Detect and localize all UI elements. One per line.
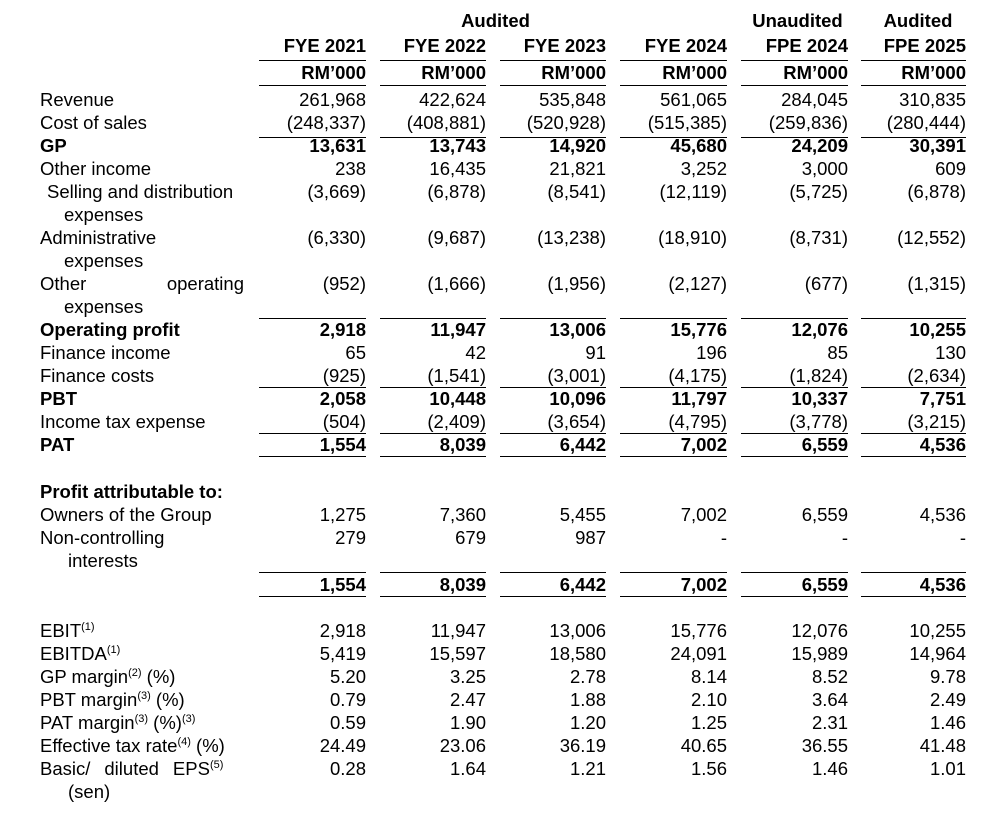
pat-underline-5 [741, 456, 848, 457]
row-selling-and-distribution-value: (6,878) [427, 181, 486, 202]
pat-underline-3 [500, 456, 606, 457]
metric-basic-value: 0.28 [329, 758, 366, 779]
row-income-tax-expense-value: (504) [322, 411, 366, 432]
row-pbt-value: 2,058 [319, 388, 366, 409]
header-group-audited: Audited [461, 10, 530, 31]
pat-underline-1 [259, 456, 366, 457]
row-revenue-value: 561,065 [660, 89, 727, 110]
row-nci-value: 679 [455, 527, 486, 548]
metric-pbt-margin-label [40, 689, 185, 711]
row-owners-value: 7,002 [680, 504, 727, 525]
metric-pat-margin-value: 1.46 [929, 712, 966, 733]
row-other-value: (1,666) [427, 273, 486, 294]
pat-line-4 [620, 433, 727, 434]
row-finance-income-value: 65 [345, 342, 366, 363]
pbt-line-4 [620, 387, 727, 388]
row-income-tax-expense-value: (3,215) [907, 411, 966, 432]
column-header-unit: RM’000 [421, 62, 486, 83]
metric-ebitda-value: 14,964 [909, 643, 966, 664]
header-underline-2 [380, 60, 486, 61]
pat-underline-4 [620, 456, 727, 457]
row-other-value: (952) [322, 273, 366, 294]
row-finance-income-value: 85 [827, 342, 848, 363]
metric-gp-margin-value: 3.25 [449, 666, 486, 687]
row-revenue-value: 310,835 [899, 89, 966, 110]
metric-pat-margin-unit: (%) [148, 712, 182, 733]
header-group-unaudited: Unaudited [752, 10, 843, 31]
row-other-label: Other [40, 273, 87, 294]
metric-ebitda-footnote: (1) [106, 644, 121, 656]
metric-ebitda-value: 18,580 [549, 643, 606, 664]
metric-ebit-value: 2,918 [319, 620, 366, 641]
metric-ebitda-value: 15,597 [429, 643, 486, 664]
row-nci-label: Non-controlling [40, 527, 165, 548]
row-pat-label: PAT [40, 434, 75, 455]
row-finance-costs-value: (925) [322, 365, 366, 386]
metric-effective-tax-rate-value: 36.55 [801, 735, 848, 756]
column-header-unit: RM’000 [541, 62, 606, 83]
pat-line-3 [500, 433, 606, 434]
pbt-line-6 [861, 387, 966, 388]
row-other-income-label: Other income [40, 158, 152, 179]
metric-gp-margin-unit: (%) [141, 666, 176, 687]
metric-basic-value: 1.21 [569, 758, 606, 779]
unit-underline-1 [259, 85, 366, 86]
row-operating-profit-value: 15,776 [670, 319, 727, 340]
attrib-title: Profit attributable to: [40, 481, 223, 502]
row-gp-value: 14,920 [549, 135, 606, 156]
gp-line-5 [741, 137, 848, 138]
unit-underline-5 [741, 85, 848, 86]
row-other-income-value: 609 [935, 158, 966, 179]
metric-pat-margin-footnote: (3) [134, 713, 149, 725]
operating-profit-line-1 [259, 318, 366, 319]
metric-ebitda-value: 24,091 [670, 643, 727, 664]
row-other-value: (677) [804, 273, 848, 294]
metric-gp-margin-value: 2.78 [569, 666, 606, 687]
row-cost-of-sales-value: (259,836) [768, 112, 848, 133]
attrib-total-underline-4 [620, 596, 727, 597]
metric-pat-margin-value: 0.59 [329, 712, 366, 733]
attrib-total-underline-5 [741, 596, 848, 597]
row-attrib-total-value: 1,554 [319, 574, 366, 595]
row-operating-profit-value: 10,255 [909, 319, 966, 340]
unit-underline-4 [620, 85, 727, 86]
row-cost-of-sales-value: (408,881) [406, 112, 486, 133]
column-header-period: FYE 2022 [403, 35, 486, 56]
pat-line-5 [741, 433, 848, 434]
row-gp-value: 45,680 [670, 135, 727, 156]
row-operating-profit-value: 11,947 [430, 319, 486, 340]
row-administrative-value: (13,238) [537, 227, 606, 248]
metric-gp-margin-footnote: (2) [128, 667, 142, 679]
row-other-income-value: 21,821 [549, 158, 606, 179]
row-revenue-value: 535,848 [539, 89, 606, 110]
row-administrative-value: (6,330) [307, 227, 366, 248]
row-nci-label-cont: interests [68, 550, 138, 571]
operating-profit-line-2 [380, 318, 486, 319]
metric-gp-margin-value: 8.52 [811, 666, 848, 687]
row-operating-profit-value: 13,006 [549, 319, 606, 340]
row-other-income-value: 238 [335, 158, 366, 179]
row-gp-label: GP [40, 135, 67, 156]
metric-effective-tax-rate-value: 36.19 [559, 735, 606, 756]
metric-gp-margin-text: GP margin [40, 666, 129, 687]
row-administrative-value: (9,687) [427, 227, 486, 248]
row-attrib-total-value: 7,002 [680, 574, 727, 595]
attrib-total-underline-3 [500, 596, 606, 597]
header-underline-6 [861, 60, 966, 61]
row-owners-label: Owners of the Group [40, 504, 212, 525]
row-pat-value: 4,536 [919, 434, 966, 455]
unit-underline-6 [861, 85, 966, 86]
row-cost-of-sales-value: (280,444) [886, 112, 966, 133]
unit-underline-2 [380, 85, 486, 86]
row-pbt-value: 10,096 [549, 388, 606, 409]
metric-effective-tax-rate-value: 41.48 [919, 735, 966, 756]
column-header-period: FYE 2024 [644, 35, 727, 56]
row-gp-value: 24,209 [791, 135, 848, 156]
row-operating-profit-label: Operating profit [40, 319, 180, 340]
attrib-total-underline-2 [380, 596, 486, 597]
row-selling-and-distribution-label-cont: expenses [64, 204, 144, 225]
metric-ebit-value: 11,947 [430, 620, 486, 641]
metric-ebit-label [40, 620, 95, 642]
row-nci-value: 987 [575, 527, 606, 548]
row-pat-value: 6,442 [559, 434, 606, 455]
column-header-period: FPE 2024 [765, 35, 848, 56]
attrib-total-line-1 [259, 572, 366, 573]
column-header-unit: RM’000 [662, 62, 727, 83]
row-pbt-value: 10,448 [429, 388, 486, 409]
header-underline-1 [259, 60, 366, 61]
metric-pat-margin-value: 1.25 [690, 712, 727, 733]
metric-effective-tax-rate-value: 23.06 [439, 735, 486, 756]
row-finance-costs-value: (1,824) [789, 365, 848, 386]
row-gp-value: 30,391 [909, 135, 966, 156]
pbt-line-2 [380, 387, 486, 388]
row-attrib-total-value: 6,559 [801, 574, 848, 595]
pat-underline-6 [861, 456, 966, 457]
metric-effective-tax-rate-footnote: (4) [177, 736, 191, 748]
row-administrative-value: (18,910) [658, 227, 727, 248]
metric-pat-margin-value: 1.20 [569, 712, 606, 733]
metric-basic-text: Basic/ [40, 758, 91, 779]
row-finance-income-value: 42 [465, 342, 486, 363]
column-header-unit: RM’000 [901, 62, 966, 83]
row-cost-of-sales-value: (520,928) [526, 112, 606, 133]
metric-ebit-value: 12,076 [791, 620, 848, 641]
metric-pbt-margin-value: 3.64 [811, 689, 848, 710]
unit-underline-3 [500, 85, 606, 86]
attrib-total-underline-6 [861, 596, 966, 597]
row-pbt-value: 10,337 [791, 388, 848, 409]
column-header-period: FYE 2023 [523, 35, 606, 56]
metric-gp-margin-value: 9.78 [929, 666, 966, 687]
attrib-total-line-5 [741, 572, 848, 573]
row-finance-income-value: 130 [935, 342, 966, 363]
row-administrative-label-cont: expenses [64, 250, 144, 271]
gp-line-6 [861, 137, 966, 138]
column-header-unit: RM’000 [301, 62, 366, 83]
row-gp-value: 13,631 [309, 135, 366, 156]
metric-gp-margin-label [40, 666, 175, 688]
attrib-total-line-6 [861, 572, 966, 573]
metric-effective-tax-rate-text: Effective tax rate [40, 735, 178, 756]
row-pat-value: 8,039 [439, 434, 486, 455]
row-administrative-value: (12,552) [897, 227, 966, 248]
row-income-tax-expense-value: (3,778) [789, 411, 848, 432]
row-selling-and-distribution-value: (6,878) [907, 181, 966, 202]
row-operating-profit-value: 2,918 [319, 319, 366, 340]
metric-ebit-footnote: (1) [81, 621, 95, 633]
metric-basic-value: 1.01 [929, 758, 966, 779]
row-cost-of-sales-label: Cost of sales [40, 112, 147, 133]
pbt-line-5 [741, 387, 848, 388]
row-finance-costs-value: (2,634) [907, 365, 966, 386]
metric-pat-margin-value: 2.31 [811, 712, 848, 733]
row-income-tax-expense-value: (4,795) [668, 411, 727, 432]
gp-line-1 [259, 137, 366, 138]
operating-profit-line-6 [861, 318, 966, 319]
row-cost-of-sales-value: (248,337) [286, 112, 366, 133]
row-selling-and-distribution-value: (3,669) [307, 181, 366, 202]
row-finance-income-label: Finance income [40, 342, 171, 363]
column-header-period: FPE 2025 [883, 35, 966, 56]
metric-effective-tax-rate-label [40, 735, 225, 757]
row-administrative-value: (8,731) [789, 227, 848, 248]
metric-ebit-value: 13,006 [549, 620, 606, 641]
metric-pat-margin-label [40, 712, 195, 734]
pat-line-6 [861, 433, 966, 434]
metric-basic-value: 1.46 [811, 758, 848, 779]
metric-pbt-margin-text: PBT margin [40, 689, 138, 710]
pbt-line-1 [259, 387, 366, 388]
row-pbt-label: PBT [40, 388, 77, 409]
metric-pbt-margin-unit: (%) [150, 689, 185, 710]
metric-pat-margin-text: PAT margin [40, 712, 135, 733]
metric-basic-text-c: EPS [172, 758, 210, 779]
column-header-unit: RM’000 [783, 62, 848, 83]
row-pat-value: 1,554 [319, 434, 366, 455]
metric-pbt-margin-value: 1.88 [569, 689, 606, 710]
row-nci-value: - [720, 527, 727, 548]
metric-pbt-margin-value: 2.10 [690, 689, 727, 710]
row-pbt-value: 11,797 [671, 388, 727, 409]
row-owners-value: 5,455 [559, 504, 606, 525]
row-operating-profit-value: 12,076 [791, 319, 848, 340]
row-pat-value: 6,559 [801, 434, 848, 455]
row-pbt-value: 7,751 [919, 388, 966, 409]
attrib-total-underline-1 [259, 596, 366, 597]
row-gp-value: 13,743 [429, 135, 486, 156]
metric-ebitda-value: 5,419 [319, 643, 366, 664]
row-revenue-value: 261,968 [299, 89, 366, 110]
pbt-line-3 [500, 387, 606, 388]
row-pat-value: 7,002 [680, 434, 727, 455]
row-finance-income-value: 196 [696, 342, 727, 363]
row-other-income-value: 3,000 [801, 158, 848, 179]
header-underline-3 [500, 60, 606, 61]
metric-gp-margin-value: 5.20 [329, 666, 366, 687]
header-underline-5 [741, 60, 848, 61]
metric-basic-value: 1.64 [449, 758, 486, 779]
row-attrib-total-value: 4,536 [919, 574, 966, 595]
row-finance-costs-value: (3,001) [547, 365, 606, 386]
attrib-total-line-4 [620, 572, 727, 573]
row-nci-value: - [841, 527, 848, 548]
row-other-label-cont: expenses [64, 296, 144, 317]
pat-line-1 [259, 433, 366, 434]
metric-ebitda-text: EBITDA [40, 643, 107, 664]
row-owners-value: 1,275 [319, 504, 366, 525]
header-group-audited-2: Audited [883, 10, 953, 31]
header-underline-4 [620, 60, 727, 61]
row-cost-of-sales-value: (515,385) [647, 112, 727, 133]
operating-profit-line-4 [620, 318, 727, 319]
row-finance-costs-value: (4,175) [668, 365, 727, 386]
row-other-value: (2,127) [668, 273, 727, 294]
row-finance-income-value: 91 [585, 342, 606, 363]
metric-pbt-margin-value: 0.79 [329, 689, 366, 710]
metric-effective-tax-rate-value: 40.65 [680, 735, 727, 756]
row-other-value: (1,956) [547, 273, 606, 294]
pat-line-2 [380, 433, 486, 434]
row-selling-and-distribution-value: (8,541) [547, 181, 606, 202]
row-other-income-value: 16,435 [429, 158, 486, 179]
metric-ebit-value: 10,255 [909, 620, 966, 641]
metric-gp-margin-value: 8.14 [690, 666, 727, 687]
row-finance-costs-value: (1,541) [427, 365, 486, 386]
metric-ebitda-value: 15,989 [791, 643, 848, 664]
row-other-label-b: operating [166, 273, 244, 294]
row-selling-and-distribution-label: Selling and distribution [47, 181, 234, 202]
metric-pbt-margin-value: 2.49 [929, 689, 966, 710]
row-finance-costs-label: Finance costs [40, 365, 155, 386]
gp-line-4 [620, 137, 727, 138]
metric-basic-value: 1.56 [690, 758, 727, 779]
metric-basic-label [40, 758, 223, 780]
row-administrative-label: Administrative [40, 227, 157, 248]
row-income-tax-expense-label: Income tax expense [40, 411, 206, 432]
metric-basic-text-b: diluted [104, 758, 159, 779]
metric-pbt-margin-footnote: (3) [137, 690, 151, 702]
row-selling-and-distribution-value: (12,119) [659, 181, 727, 202]
row-income-tax-expense-value: (2,409) [427, 411, 486, 432]
metric-pat-margin-value: 1.90 [449, 712, 486, 733]
row-income-tax-expense-value: (3,654) [547, 411, 606, 432]
row-other-value: (1,315) [907, 273, 966, 294]
attrib-total-line-3 [500, 572, 606, 573]
gp-line-2 [380, 137, 486, 138]
row-owners-value: 4,536 [919, 504, 966, 525]
row-attrib-total-value: 6,442 [559, 574, 606, 595]
metric-basic-footnote: (5) [209, 759, 224, 771]
metric-ebit-value: 15,776 [670, 620, 727, 641]
column-header-period: FYE 2021 [283, 35, 366, 56]
metric-basic-label-cont: (sen) [68, 781, 111, 802]
operating-profit-line-3 [500, 318, 606, 319]
gp-line-3 [500, 137, 606, 138]
pat-underline-2 [380, 456, 486, 457]
row-selling-and-distribution-value: (5,725) [789, 181, 848, 202]
attrib-total-line-2 [380, 572, 486, 573]
metric-ebit-text: EBIT [40, 620, 82, 641]
metric-pbt-margin-value: 2.47 [449, 689, 486, 710]
metric-effective-tax-rate-value: 24.49 [319, 735, 366, 756]
metric-pat-margin-footnote-2: (3) [181, 713, 196, 725]
metric-effective-tax-rate-unit: (%) [190, 735, 225, 756]
row-attrib-total-value: 8,039 [439, 574, 486, 595]
row-nci-value: - [959, 527, 966, 548]
row-revenue-label: Revenue [40, 89, 115, 110]
row-owners-value: 7,360 [439, 504, 486, 525]
row-revenue-value: 422,624 [419, 89, 486, 110]
row-revenue-value: 284,045 [781, 89, 848, 110]
row-other-income-value: 3,252 [680, 158, 727, 179]
metric-ebitda-label [40, 643, 120, 665]
row-nci-value: 279 [335, 527, 366, 548]
operating-profit-line-5 [741, 318, 848, 319]
row-owners-value: 6,559 [801, 504, 848, 525]
